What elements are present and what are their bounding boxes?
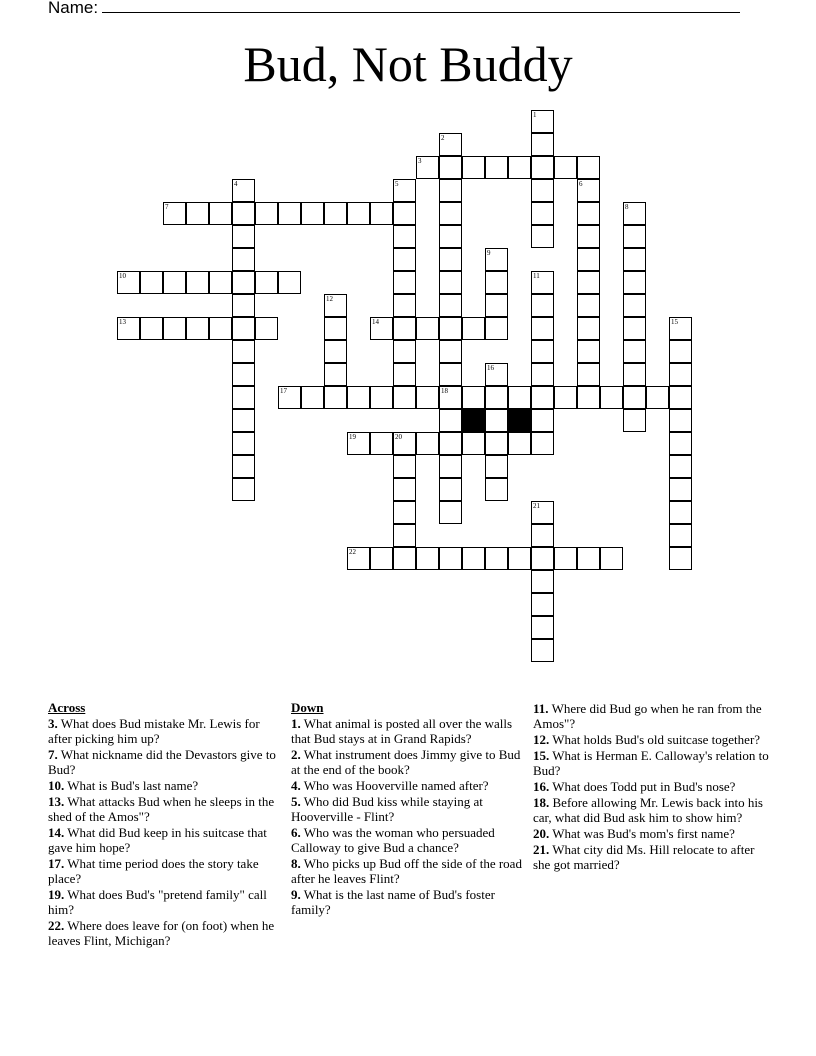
clue-number: 14 bbox=[372, 318, 379, 326]
clue-item-number: 10. bbox=[48, 778, 65, 793]
grid-cell[interactable] bbox=[577, 386, 600, 409]
clue-item bbox=[48, 825, 286, 855]
clue-item-text: What did Bud keep in his suitcase that gave him hope? bbox=[48, 825, 267, 855]
clue-item-number: 1. bbox=[291, 716, 301, 731]
grid-cell[interactable] bbox=[508, 547, 531, 570]
grid-cell[interactable] bbox=[209, 202, 232, 225]
clue-item bbox=[291, 794, 529, 824]
grid-cell[interactable] bbox=[485, 409, 508, 432]
grid-cell[interactable] bbox=[669, 386, 692, 409]
grid-cell[interactable] bbox=[531, 179, 554, 202]
grid-cell[interactable] bbox=[439, 225, 462, 248]
grid-cell[interactable] bbox=[508, 386, 531, 409]
grid-cell[interactable] bbox=[462, 156, 485, 179]
grid-cell[interactable] bbox=[669, 455, 692, 478]
clue-item-number: 13. bbox=[48, 794, 65, 809]
grid-cell[interactable] bbox=[462, 547, 485, 570]
grid-cell[interactable] bbox=[393, 294, 416, 317]
down-clues bbox=[291, 700, 529, 918]
clue-number: 4 bbox=[234, 180, 238, 188]
down-clues-continued bbox=[533, 701, 771, 873]
clue-number: 21 bbox=[533, 502, 540, 510]
clue-number: 8 bbox=[625, 203, 629, 211]
clue-number: 6 bbox=[579, 180, 583, 188]
clue-item bbox=[533, 826, 771, 841]
grid-cell[interactable] bbox=[416, 156, 439, 179]
grid-cell[interactable] bbox=[393, 340, 416, 363]
grid-cell[interactable] bbox=[439, 386, 462, 409]
grid-cell[interactable] bbox=[623, 317, 646, 340]
clue-item-text: What does Bud mistake Mr. Lewis for after picking him up? bbox=[48, 716, 260, 746]
clue-item-number: 19. bbox=[48, 887, 65, 902]
clue-item bbox=[533, 701, 771, 731]
grid-cell[interactable] bbox=[439, 340, 462, 363]
grid-cell[interactable] bbox=[669, 409, 692, 432]
grid-cell[interactable] bbox=[393, 271, 416, 294]
grid-cell[interactable] bbox=[577, 547, 600, 570]
clue-item-number: 21. bbox=[533, 842, 550, 857]
grid-cell[interactable] bbox=[646, 386, 669, 409]
grid-cell[interactable] bbox=[531, 363, 554, 386]
clue-item-number: 5. bbox=[291, 794, 301, 809]
grid-cell[interactable] bbox=[140, 271, 163, 294]
grid-cell[interactable] bbox=[623, 409, 646, 432]
clue-item-text: What nickname did the Devastors give to Bud? bbox=[48, 747, 276, 777]
clue-item-number: 18. bbox=[533, 795, 550, 810]
grid-cell[interactable] bbox=[531, 133, 554, 156]
clue-number: 20 bbox=[395, 433, 402, 441]
grid-cell[interactable] bbox=[577, 202, 600, 225]
clue-item bbox=[48, 778, 286, 793]
grid-cell[interactable] bbox=[577, 340, 600, 363]
grid-cell[interactable] bbox=[531, 432, 554, 455]
grid-cell[interactable] bbox=[232, 363, 255, 386]
grid-cell[interactable] bbox=[600, 547, 623, 570]
clue-item-text: What attacks Bud when he sleeps in the shed of the Amos"? bbox=[48, 794, 275, 824]
grid-cell[interactable] bbox=[577, 179, 600, 202]
clue-item bbox=[291, 747, 529, 777]
clue-item bbox=[533, 842, 771, 872]
clue-number: 13 bbox=[119, 318, 126, 326]
grid-cell[interactable] bbox=[485, 478, 508, 501]
clue-item-number: 3. bbox=[48, 716, 58, 731]
grid-cell[interactable] bbox=[531, 616, 554, 639]
grid-cell[interactable] bbox=[531, 225, 554, 248]
grid-cell[interactable] bbox=[531, 317, 554, 340]
grid-cell[interactable] bbox=[669, 317, 692, 340]
grid-cell[interactable] bbox=[485, 386, 508, 409]
grid-cell[interactable] bbox=[600, 386, 623, 409]
grid-cell[interactable] bbox=[393, 432, 416, 455]
grid-cell[interactable] bbox=[485, 294, 508, 317]
grid-cell[interactable] bbox=[232, 409, 255, 432]
clue-item-text: Who did Bud kiss while staying at Hooverville - Flint? bbox=[291, 794, 483, 824]
grid-cell[interactable] bbox=[554, 386, 577, 409]
grid-cell[interactable] bbox=[669, 340, 692, 363]
grid-cell[interactable] bbox=[531, 593, 554, 616]
grid-cell[interactable] bbox=[623, 248, 646, 271]
clue-number: 17 bbox=[280, 387, 287, 395]
clue-item bbox=[48, 747, 286, 777]
clue-item bbox=[48, 716, 286, 746]
clue-item-text: What was Bud's mom's first name? bbox=[552, 826, 735, 841]
grid-cell[interactable] bbox=[370, 432, 393, 455]
grid-cell[interactable] bbox=[462, 432, 485, 455]
grid-cell[interactable] bbox=[232, 432, 255, 455]
grid-cell[interactable] bbox=[416, 317, 439, 340]
grid-cell[interactable] bbox=[485, 156, 508, 179]
grid-cell[interactable] bbox=[393, 386, 416, 409]
grid-cell[interactable] bbox=[232, 225, 255, 248]
clue-item bbox=[48, 794, 286, 824]
clue-item-number: 11. bbox=[533, 701, 549, 716]
grid-cell[interactable] bbox=[232, 179, 255, 202]
grid-cell[interactable] bbox=[393, 501, 416, 524]
across-clues bbox=[48, 700, 286, 949]
clue-item bbox=[533, 779, 771, 794]
grid-cell[interactable] bbox=[278, 386, 301, 409]
clue-item-number: 12. bbox=[533, 732, 550, 747]
grid-cell[interactable] bbox=[554, 156, 577, 179]
grid-cell[interactable] bbox=[393, 317, 416, 340]
grid-cell[interactable] bbox=[531, 501, 554, 524]
grid-cell[interactable] bbox=[255, 317, 278, 340]
clue-item-text: Who was the woman who persuaded Calloway to give Bud a chance? bbox=[291, 825, 495, 855]
grid-cell[interactable] bbox=[485, 248, 508, 271]
grid-cell[interactable] bbox=[485, 455, 508, 478]
grid-cell[interactable] bbox=[439, 501, 462, 524]
grid-cell[interactable] bbox=[439, 409, 462, 432]
clue-number: 11 bbox=[533, 272, 540, 280]
grid-cell[interactable] bbox=[508, 156, 531, 179]
grid-cell[interactable] bbox=[393, 363, 416, 386]
grid-cell[interactable] bbox=[186, 317, 209, 340]
grid-cell[interactable] bbox=[232, 455, 255, 478]
grid-cell[interactable] bbox=[301, 386, 324, 409]
grid-cell[interactable] bbox=[531, 294, 554, 317]
clue-item-number: 7. bbox=[48, 747, 58, 762]
grid-cell[interactable] bbox=[232, 202, 255, 225]
grid-cell[interactable] bbox=[554, 547, 577, 570]
name-label: Name: bbox=[48, 0, 99, 17]
grid-cell[interactable] bbox=[324, 363, 347, 386]
clue-item-text: Before allowing Mr. Lewis back into his car, what did Bud ask him to show him? bbox=[533, 795, 763, 825]
grid-cell[interactable] bbox=[232, 294, 255, 317]
grid-cell[interactable] bbox=[393, 202, 416, 225]
grid-cell[interactable] bbox=[439, 455, 462, 478]
grid-cell[interactable] bbox=[439, 133, 462, 156]
clue-item-number: 16. bbox=[533, 779, 550, 794]
clue-item bbox=[291, 778, 529, 793]
grid-cell[interactable] bbox=[531, 524, 554, 547]
clue-number: 10 bbox=[119, 272, 126, 280]
clue-item bbox=[48, 887, 286, 917]
grid-cell[interactable] bbox=[209, 271, 232, 294]
grid-cell[interactable] bbox=[669, 363, 692, 386]
clue-item-number: 22. bbox=[48, 918, 65, 933]
grid-cell[interactable] bbox=[669, 547, 692, 570]
grid-cell[interactable] bbox=[623, 363, 646, 386]
grid-cell[interactable] bbox=[393, 225, 416, 248]
clue-item-text: What time period does the story take place? bbox=[48, 856, 259, 886]
clue-item-text: What city did Ms. Hill relocate to after she got married? bbox=[533, 842, 755, 872]
grid-cell[interactable] bbox=[416, 432, 439, 455]
grid-cell[interactable] bbox=[623, 202, 646, 225]
grid-cell[interactable] bbox=[485, 432, 508, 455]
clue-item-number: 8. bbox=[291, 856, 301, 871]
grid-cell[interactable] bbox=[531, 202, 554, 225]
clue-item-text: Where does leave for (on foot) when he leaves Flint, Michigan? bbox=[48, 918, 275, 948]
grid-cell[interactable] bbox=[393, 179, 416, 202]
grid-cell[interactable] bbox=[623, 271, 646, 294]
clue-item bbox=[533, 748, 771, 778]
grid-cell[interactable] bbox=[439, 432, 462, 455]
clue-number: 19 bbox=[349, 433, 356, 441]
grid-cell[interactable] bbox=[439, 202, 462, 225]
grid-cell[interactable] bbox=[255, 271, 278, 294]
grid-cell[interactable] bbox=[232, 271, 255, 294]
grid-cell[interactable] bbox=[370, 386, 393, 409]
clue-item-text: What animal is posted all over the walls that Bud stays at in Grand Rapids? bbox=[291, 716, 513, 746]
grid-cell[interactable] bbox=[485, 547, 508, 570]
grid-cell[interactable] bbox=[462, 386, 485, 409]
grid-cell[interactable] bbox=[393, 547, 416, 570]
grid-cell[interactable] bbox=[324, 340, 347, 363]
down-heading: Down bbox=[291, 700, 324, 715]
clue-item-number: 15. bbox=[533, 748, 550, 763]
grid-cell[interactable] bbox=[669, 478, 692, 501]
clue-item-text: What instrument does Jimmy give to Bud at the end of the book? bbox=[291, 747, 521, 777]
grid-cell[interactable] bbox=[393, 478, 416, 501]
grid-cell[interactable] bbox=[347, 547, 370, 570]
grid-cell[interactable] bbox=[117, 271, 140, 294]
grid-cell[interactable] bbox=[393, 524, 416, 547]
grid-cell[interactable] bbox=[255, 202, 278, 225]
clue-item-number: 20. bbox=[533, 826, 550, 841]
grid-cell[interactable] bbox=[347, 386, 370, 409]
grid-cell[interactable] bbox=[531, 547, 554, 570]
grid-cell[interactable] bbox=[232, 317, 255, 340]
grid-cell[interactable] bbox=[140, 317, 163, 340]
grid-cell[interactable] bbox=[531, 409, 554, 432]
grid-cell[interactable] bbox=[324, 202, 347, 225]
grid-cell[interactable] bbox=[163, 317, 186, 340]
grid-cell[interactable] bbox=[393, 455, 416, 478]
grid-cell[interactable] bbox=[324, 386, 347, 409]
grid-cell[interactable] bbox=[577, 317, 600, 340]
grid-cell[interactable] bbox=[209, 317, 232, 340]
grid-cell[interactable] bbox=[439, 363, 462, 386]
grid-cell[interactable] bbox=[439, 317, 462, 340]
clue-item bbox=[533, 732, 771, 747]
grid-cell[interactable] bbox=[531, 156, 554, 179]
grid-cell[interactable] bbox=[531, 340, 554, 363]
clue-number: 18 bbox=[441, 387, 448, 395]
grid-cell[interactable] bbox=[485, 317, 508, 340]
grid-cell[interactable] bbox=[439, 248, 462, 271]
grid-cell[interactable] bbox=[416, 386, 439, 409]
clue-number: 1 bbox=[533, 111, 537, 119]
grid-cell[interactable] bbox=[577, 156, 600, 179]
grid-cell[interactable] bbox=[577, 225, 600, 248]
grid-cell[interactable] bbox=[577, 271, 600, 294]
grid-cell[interactable] bbox=[347, 202, 370, 225]
clue-item bbox=[291, 716, 529, 746]
clue-item bbox=[291, 825, 529, 855]
clue-item-text: What is Bud's last name? bbox=[67, 778, 199, 793]
clue-number: 7 bbox=[165, 203, 169, 211]
grid-cell[interactable] bbox=[577, 248, 600, 271]
grid-cell[interactable] bbox=[232, 478, 255, 501]
clue-item bbox=[291, 887, 529, 917]
clue-item bbox=[533, 795, 771, 825]
blocked-cell bbox=[508, 409, 531, 432]
grid-cell[interactable] bbox=[485, 363, 508, 386]
grid-cell[interactable] bbox=[623, 340, 646, 363]
grid-cell[interactable] bbox=[577, 363, 600, 386]
page-title: Bud, Not Buddy bbox=[243, 36, 573, 92]
clue-item-number: 6. bbox=[291, 825, 301, 840]
grid-cell[interactable] bbox=[324, 294, 347, 317]
grid-cell[interactable] bbox=[508, 432, 531, 455]
grid-cell[interactable] bbox=[577, 294, 600, 317]
grid-cell[interactable] bbox=[531, 271, 554, 294]
grid-cell[interactable] bbox=[439, 271, 462, 294]
grid-cell[interactable] bbox=[439, 478, 462, 501]
blocked-cell bbox=[462, 409, 485, 432]
grid-cell[interactable] bbox=[485, 271, 508, 294]
grid-cell[interactable] bbox=[232, 340, 255, 363]
grid-cell[interactable] bbox=[531, 386, 554, 409]
clue-item-text: What holds Bud's old suitcase together? bbox=[552, 732, 761, 747]
clue-number: 2 bbox=[441, 134, 445, 142]
grid-cell[interactable] bbox=[278, 202, 301, 225]
grid-cell[interactable] bbox=[623, 225, 646, 248]
grid-cell[interactable] bbox=[623, 386, 646, 409]
grid-cell[interactable] bbox=[439, 294, 462, 317]
grid-cell[interactable] bbox=[439, 156, 462, 179]
grid-cell[interactable] bbox=[232, 386, 255, 409]
clue-item-number: 17. bbox=[48, 856, 65, 871]
grid-cell[interactable] bbox=[531, 110, 554, 133]
across-heading: Across bbox=[48, 700, 86, 715]
clue-item-text: What does Todd put in Bud's nose? bbox=[552, 779, 736, 794]
grid-cell[interactable] bbox=[370, 202, 393, 225]
grid-cell[interactable] bbox=[301, 202, 324, 225]
grid-cell[interactable] bbox=[623, 294, 646, 317]
clue-number: 5 bbox=[395, 180, 399, 188]
clue-item-text: What is Herman E. Calloway's relation to Bud? bbox=[533, 748, 769, 778]
grid-cell[interactable] bbox=[531, 639, 554, 662]
grid-cell[interactable] bbox=[439, 547, 462, 570]
clue-number: 15 bbox=[671, 318, 678, 326]
grid-cell[interactable] bbox=[462, 317, 485, 340]
clue-item-number: 4. bbox=[291, 778, 301, 793]
clue-item-number: 9. bbox=[291, 887, 301, 902]
clue-item-text: What is the last name of Bud's foster family? bbox=[291, 887, 495, 917]
clue-item-text: Where did Bud go when he ran from the Amos"? bbox=[533, 701, 762, 731]
clue-item bbox=[291, 856, 529, 886]
grid-cell[interactable] bbox=[669, 432, 692, 455]
clue-item-text: Who picks up Bud off the side of the road after he leaves Flint? bbox=[291, 856, 522, 886]
grid-cell[interactable] bbox=[324, 317, 347, 340]
clue-number: 12 bbox=[326, 295, 333, 303]
clue-number: 16 bbox=[487, 364, 494, 372]
clue-item-number: 14. bbox=[48, 825, 65, 840]
clue-number: 22 bbox=[349, 548, 356, 556]
clue-item-number: 2. bbox=[291, 747, 301, 762]
grid-cell[interactable] bbox=[393, 248, 416, 271]
clue-item-text: Who was Hooverville named after? bbox=[303, 778, 489, 793]
grid-cell[interactable] bbox=[370, 317, 393, 340]
grid-cell[interactable] bbox=[416, 547, 439, 570]
grid-cell[interactable] bbox=[347, 432, 370, 455]
grid-cell[interactable] bbox=[669, 524, 692, 547]
grid-cell[interactable] bbox=[117, 317, 140, 340]
grid-cell[interactable] bbox=[186, 271, 209, 294]
grid-cell[interactable] bbox=[669, 501, 692, 524]
grid-cell[interactable] bbox=[163, 202, 186, 225]
grid-cell[interactable] bbox=[278, 271, 301, 294]
grid-cell[interactable] bbox=[163, 271, 186, 294]
grid-cell[interactable] bbox=[232, 248, 255, 271]
grid-cell[interactable] bbox=[370, 547, 393, 570]
clue-number: 3 bbox=[418, 157, 422, 165]
grid-cell[interactable] bbox=[531, 570, 554, 593]
clue-item bbox=[48, 856, 286, 886]
clue-item bbox=[48, 918, 286, 948]
grid-cell[interactable] bbox=[439, 179, 462, 202]
clue-number: 9 bbox=[487, 249, 491, 257]
clue-item-text: What does Bud's "pretend family" call him? bbox=[48, 887, 267, 917]
grid-cell[interactable] bbox=[186, 202, 209, 225]
